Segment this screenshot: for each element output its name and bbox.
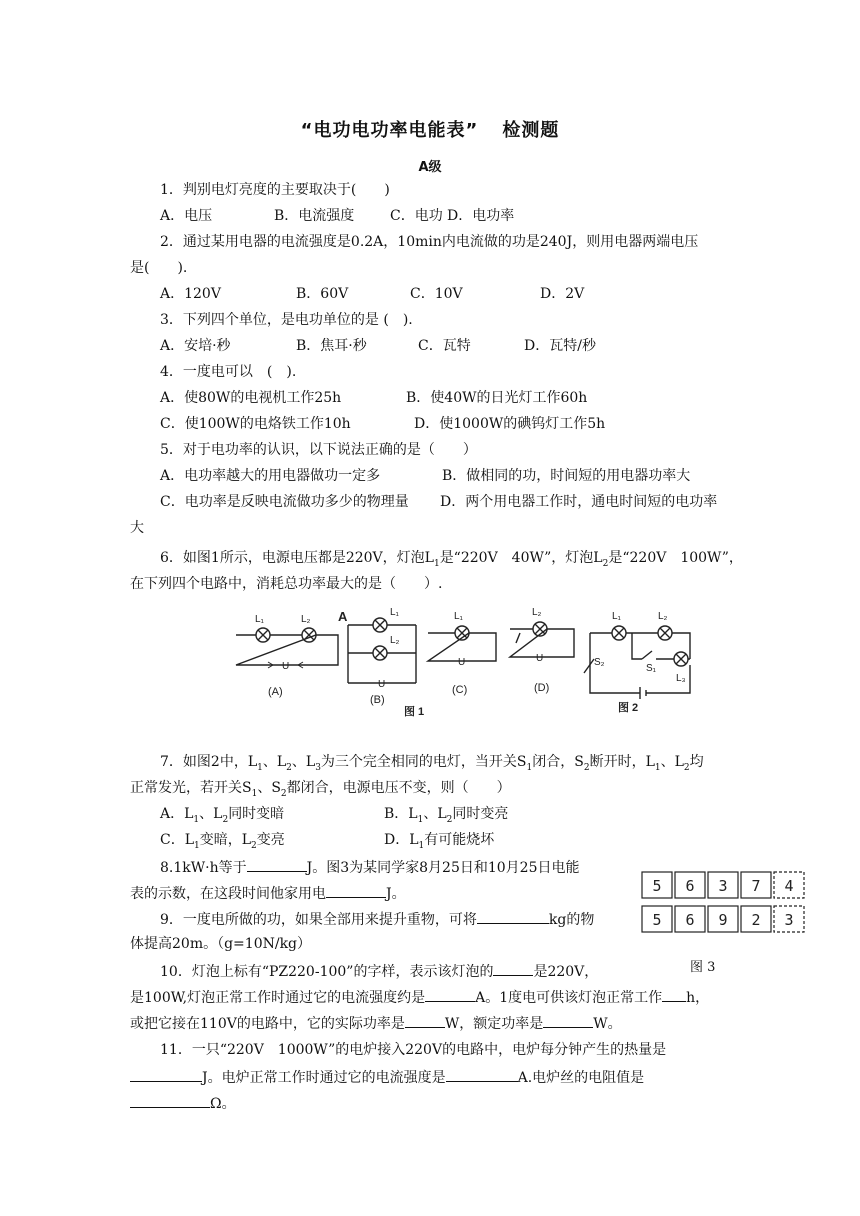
q2-stem-line2: 是( ).: [130, 260, 188, 276]
circuit-b-label-l1: L₁: [390, 607, 399, 618]
circuit-c-caption: (C): [452, 684, 468, 696]
circuit-a-caption: (A): [268, 686, 283, 698]
q5-option-a: A．电功率越大的用电器做功一定多: [160, 468, 381, 484]
circuit-b-caption: (B): [370, 694, 385, 706]
circuit-c-label-u: U: [458, 657, 466, 668]
energy-meter-figure: [640, 868, 810, 940]
fig2-label-l1: L₁: [612, 611, 621, 622]
circuit-d: [510, 607, 574, 694]
q11-blank-3[interactable]: [130, 1092, 210, 1108]
meter-aug-digit-3: 7: [751, 877, 761, 895]
q7-option-d: D．$L_1$有可能烧坏: [384, 832, 495, 851]
meter-oct-digit-3: 2: [751, 911, 761, 929]
q10-line1: 10．灯泡上标有“PZ220-100”的字样，表示该灯泡的 是220V，: [160, 960, 598, 982]
circuit-b-mark-a: A: [338, 609, 348, 624]
q1-option-c: C．电功: [390, 208, 443, 224]
circuit-b-label-l2: L₂: [390, 635, 400, 646]
q7-option-c: C．$L_1$变暗，$L_2$变亮: [160, 832, 285, 851]
q1-stem: 1．判别电灯亮度的主要取决于( ): [160, 182, 390, 198]
figure2-caption: 图 2: [618, 702, 639, 714]
circuit-d-label-l2: L₂: [532, 607, 542, 618]
q1-option-b: B．电流强度: [274, 208, 355, 224]
q10-blank-2[interactable]: [425, 986, 475, 1002]
q11-line2: J。电炉正常工作时通过它的电流强度是 A.电炉丝的电阻值是: [130, 1066, 644, 1088]
q2-option-d: D．2V: [540, 286, 585, 302]
circuit-d-label-u: U: [536, 653, 544, 664]
q3-option-b: B．焦耳·秒: [296, 338, 367, 354]
circuit-a-label-l2: L₂: [301, 614, 311, 625]
level-heading: A级: [418, 160, 442, 175]
q7-option-a: A．$L_1$、$L_2$同时变暗: [160, 806, 285, 825]
q4-option-b: B．使40W的日光灯工作60h: [406, 390, 588, 406]
meter-reading-oct: [642, 906, 804, 932]
meter-oct-digit-0: 5: [652, 911, 662, 929]
q6-stem-line1: 6．如图1所示，电源电压都是220V，灯泡$L_1$是“220V 40W”，灯泡$L_2$是“220V 100W”，: [160, 550, 743, 569]
q8-line1: 8.1kW·h等于 J。图3为某同学家8月25日和10月25日电能: [160, 856, 579, 878]
q11-line1: 11．一只“220V 1000W”的电炉接入220V的电路中，电炉每分钟产生的热量是: [160, 1042, 667, 1058]
meter-oct-digit-1: 6: [685, 911, 695, 929]
fig2-label-s2: S₂: [594, 657, 605, 668]
circuit-figures: [228, 603, 698, 723]
q11-blank-1[interactable]: [130, 1066, 202, 1082]
q1-option-a: A．电压: [160, 208, 213, 224]
q10-blank-5[interactable]: [543, 1012, 593, 1028]
fig2-label-s1: S₁: [646, 663, 657, 674]
q3-option-d: D．瓦特/秒: [524, 338, 596, 354]
q7-line1: 7．如图2中，$L_1$、$L_2$、$L_3$为三个完全相同的电灯，当开关$S_1$闭合，$S_2$断开时，$L_1$、$L_2$均: [160, 754, 704, 773]
q8-blank-2[interactable]: [326, 882, 386, 898]
q7-option-b: B．$L_1$、$L_2$同时变亮: [384, 806, 509, 825]
q2-option-a: A．120V: [160, 286, 221, 302]
meter-reading-aug: [642, 872, 804, 898]
figure3-caption: 图 3: [690, 960, 716, 975]
q4-option-c: C．使100W的电烙铁工作10h: [160, 416, 351, 432]
q2-option-b: B．60V: [296, 286, 349, 302]
circuit-c: [428, 611, 496, 696]
q10-blank-1[interactable]: [493, 960, 533, 976]
q5-option-c: C．电功率是反映电流做功多少的物理量: [160, 494, 409, 510]
q11-line3: Ω。: [130, 1092, 236, 1114]
meter-aug-digit-0: 5: [652, 877, 662, 895]
q11-blank-2[interactable]: [446, 1066, 518, 1082]
q6-stem-line2: 在下列四个电路中，消耗总功率最大的是（ ）.: [130, 576, 443, 592]
q3-option-a: A．安培·秒: [160, 338, 231, 354]
q9-blank[interactable]: [477, 908, 549, 924]
q5-option-d-cont: 大: [130, 520, 144, 536]
q8-blank-1[interactable]: [247, 856, 307, 872]
fig2-label-l2: L₂: [658, 611, 668, 622]
circuit-b-label-u: U: [378, 679, 386, 690]
meter-oct-digit-4: 3: [784, 911, 794, 929]
q10-line3: 或把它接在110V的电路中，它的实际功率是 W，额定功率是 W。: [130, 1012, 622, 1034]
fig2-label-l3: L₃: [676, 673, 686, 684]
q2-option-c: C．10V: [410, 286, 463, 302]
circuit-a-label-u: U: [282, 661, 290, 672]
circuit-d-caption: (D): [534, 682, 550, 694]
q4-option-d: D．使1000W的碘钨灯工作5h: [414, 416, 606, 432]
q9-line2: 体提高20m。（g=10N/kg）: [130, 936, 312, 952]
circuit-fig2: [584, 611, 690, 714]
q1-option-d: D．电功率: [447, 208, 515, 224]
page-title: “电功电功率电能表” 检测题: [300, 120, 560, 141]
meter-aug-digit-2: 3: [718, 877, 728, 895]
q10-line2: 是100W,灯泡正常工作时通过它的电流强度约是 A。1度电可供该灯泡正常工作 h，: [130, 986, 709, 1008]
q2-stem-line1: 2．通过某用电器的电流强度是0.2A，10min内电流做的功是240J，则用电器两端电压: [160, 234, 699, 250]
meter-aug-digit-4: 4: [784, 877, 794, 895]
meter-aug-digit-1: 6: [685, 877, 695, 895]
q3-option-c: C．瓦特: [418, 338, 471, 354]
q5-option-d: D．两个用电器工作时，通电时间短的电功率: [440, 494, 718, 510]
q4-option-a: A．使80W的电视机工作25h: [160, 390, 342, 406]
q5-option-b: B．做相同的功，时间短的用电器功率大: [442, 468, 691, 484]
q9-line1: 9．一度电所做的功，如果全部用来提升重物，可将 kg的物: [160, 908, 594, 930]
meter-oct-digit-2: 9: [718, 911, 728, 929]
q8-line2: 表的示数，在这段时间他家用电 J。: [130, 882, 406, 904]
circuit-c-label-l1: L₁: [454, 611, 463, 622]
q4-stem: 4．一度电可以 ( ).: [160, 364, 297, 380]
circuit-a: [236, 614, 338, 698]
figure1-caption: 图 1: [404, 706, 425, 718]
q10-blank-3[interactable]: [662, 986, 686, 1002]
q5-stem: 5．对于电功率的认识，以下说法正确的是（ ）: [160, 442, 477, 458]
circuit-a-label-l1: L₁: [255, 614, 264, 625]
q3-stem: 3．下列四个单位，是电功单位的是 ( ).: [160, 312, 413, 328]
q7-line2: 正常发光，若开关$S_1$、$S_2$都闭合，电源电压不变，则（ ）: [130, 780, 511, 799]
q10-blank-4[interactable]: [405, 1012, 445, 1028]
circuit-b: [338, 607, 416, 706]
